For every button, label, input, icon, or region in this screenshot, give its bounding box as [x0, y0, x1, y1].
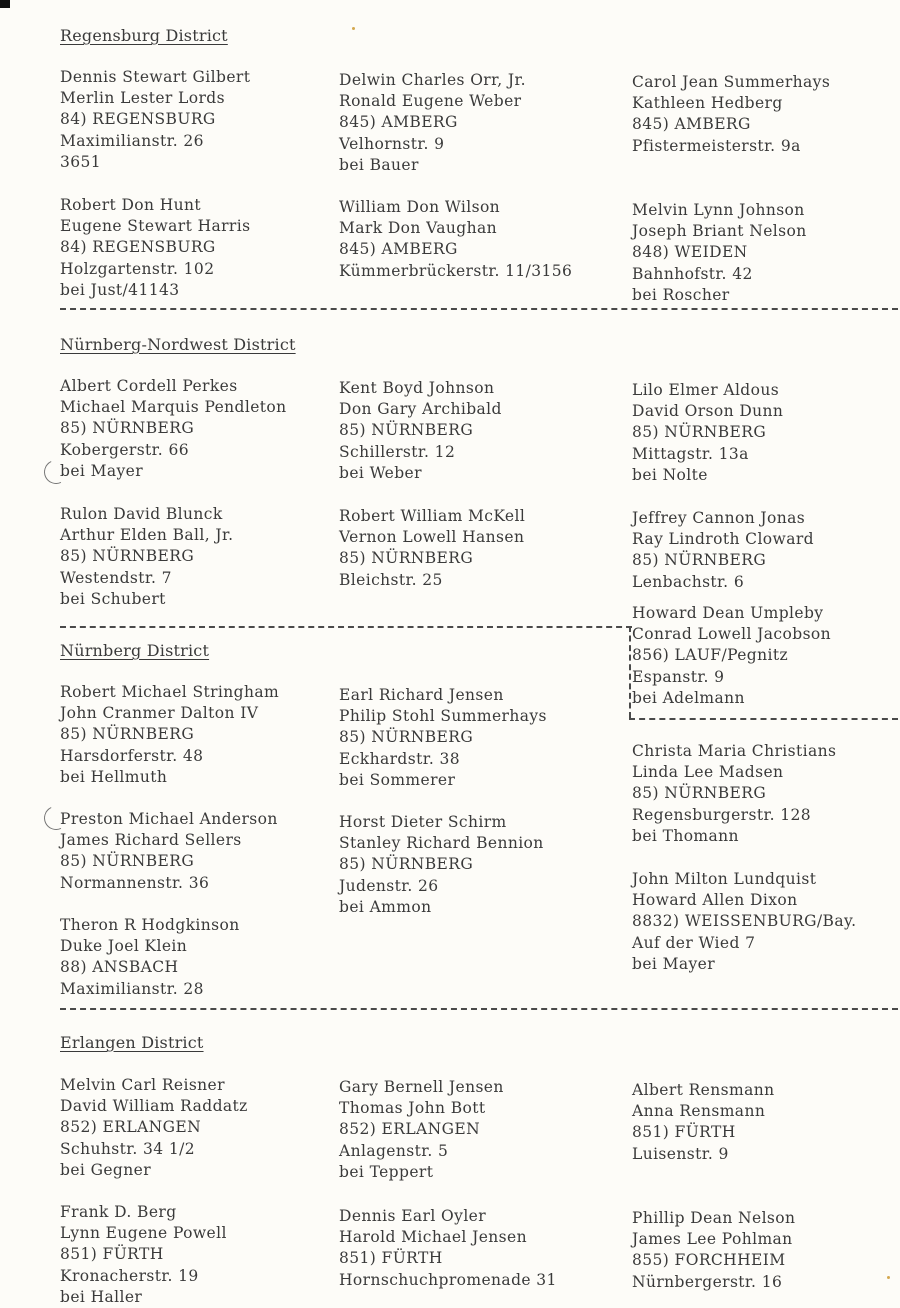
- address-block: [60, 682, 279, 788]
- street-line: Judenstr. 26: [339, 876, 439, 895]
- address-block: [60, 1202, 227, 1308]
- note-line: 3651: [60, 152, 102, 171]
- city-line: 85) NÜRNBERG: [339, 549, 474, 568]
- address-block: [339, 70, 526, 176]
- name-line: Preston Michael Anderson: [60, 810, 278, 828]
- note-line: bei Teppert: [339, 1162, 434, 1181]
- note-line: bei Hellmuth: [60, 767, 168, 786]
- street-line: Eckhardstr. 38: [339, 749, 461, 768]
- address-block: [339, 812, 544, 918]
- city-line: 85) NÜRNBERG: [632, 423, 767, 442]
- name-line: Dennis Earl Oyler: [339, 1207, 487, 1225]
- address-block: [632, 1080, 775, 1165]
- name-line: Carol Jean Summerhays: [632, 73, 831, 91]
- address-block: [632, 508, 814, 593]
- name-line: Stanley Richard Bennion: [339, 834, 544, 853]
- address-block: [632, 200, 807, 306]
- name-line: James Lee Pohlman: [632, 1230, 793, 1249]
- street-line: Mittagstr. 13a: [632, 444, 749, 463]
- note-line: bei Ammon: [339, 897, 432, 916]
- street-line: Maximilianstr. 26: [60, 131, 204, 150]
- address-block: [60, 195, 250, 301]
- name-line: Phillip Dean Nelson: [632, 1209, 796, 1227]
- city-line: 852) ERLANGEN: [339, 1120, 481, 1139]
- name-line: James Richard Sellers: [60, 831, 242, 850]
- name-line: Duke Joel Klein: [60, 937, 188, 956]
- address-block: [60, 1075, 248, 1181]
- name-line: Robert William McKell: [339, 507, 526, 525]
- city-line: 855) FORCHHEIM: [632, 1251, 786, 1270]
- street-line: Pfistermeisterstr. 9a: [632, 136, 801, 155]
- name-line: Delwin Charles Orr, Jr.: [339, 71, 526, 89]
- address-block: [632, 1208, 795, 1293]
- note-line: bei Haller: [60, 1287, 143, 1306]
- note-line: bei Mayer: [60, 461, 144, 480]
- city-line: 85) NÜRNBERG: [60, 725, 195, 744]
- section-heading-nuernberg: Nürnberg District: [60, 641, 210, 660]
- name-line: Melvin Lynn Johnson: [632, 201, 805, 219]
- street-line: Schuhstr. 34 1/2: [60, 1139, 195, 1158]
- street-line: Bahnhofstr. 42: [632, 264, 753, 283]
- city-line: 85) NÜRNBERG: [339, 421, 474, 440]
- city-line: 845) AMBERG: [339, 113, 458, 132]
- name-line: Merlin Lester Lords: [60, 89, 225, 108]
- name-line: Harold Michael Jensen: [339, 1228, 527, 1247]
- name-line: Joseph Briant Nelson: [632, 222, 807, 241]
- name-line: Gary Bernell Jensen: [339, 1078, 504, 1096]
- name-line: William Don Wilson: [339, 198, 501, 216]
- street-line: Kobergerstr. 66: [60, 440, 189, 459]
- city-line: 85) NÜRNBERG: [60, 547, 195, 566]
- street-line: Normannenstr. 36: [60, 873, 210, 892]
- note-line: bei Schubert: [60, 589, 166, 608]
- name-line: John Milton Lundquist: [632, 870, 817, 888]
- name-line: Ronald Eugene Weber: [339, 92, 522, 111]
- name-line: Dennis Stewart Gilbert: [60, 68, 251, 86]
- city-line: 85) NÜRNBERG: [339, 855, 474, 874]
- name-line: Howard Dean Umpleby: [632, 604, 824, 622]
- paper-speck: [887, 1276, 890, 1279]
- name-line: David William Raddatz: [60, 1097, 248, 1116]
- name-line: Lilo Elmer Aldous: [632, 381, 780, 399]
- section-divider: [60, 626, 632, 628]
- note-line: bei Adelmann: [632, 688, 745, 707]
- name-line: Kent Boyd Johnson: [339, 379, 495, 397]
- address-block: [60, 376, 287, 482]
- city-line: 851) FÜRTH: [632, 1123, 736, 1142]
- section-divider: [60, 308, 898, 310]
- address-block: [339, 1206, 557, 1291]
- city-line: 85) NÜRNBERG: [632, 784, 767, 803]
- name-line: Don Gary Archibald: [339, 400, 502, 419]
- note-line: bei Bauer: [339, 155, 419, 174]
- city-line: 84) REGENSBURG: [60, 110, 216, 129]
- address-block: [632, 869, 856, 975]
- address-block: [339, 1077, 504, 1183]
- city-line: 85) NÜRNBERG: [632, 551, 767, 570]
- street-line: Westendstr. 7: [60, 568, 172, 587]
- street-line: Holzgartenstr. 102: [60, 259, 215, 278]
- street-line: Auf der Wied 7: [632, 933, 756, 952]
- address-block: [632, 72, 830, 157]
- street-line: Hornschuchpromenade 31: [339, 1270, 557, 1289]
- section-heading-erlangen: Erlangen District: [60, 1033, 204, 1052]
- name-line: Thomas John Bott: [339, 1099, 486, 1118]
- paper-speck: [352, 27, 355, 30]
- address-block: [60, 915, 240, 1000]
- street-line: Kümmerbrückerstr. 11/3156: [339, 261, 573, 280]
- street-line: Schillerstr. 12: [339, 442, 456, 461]
- street-line: Lenbachstr. 6: [632, 572, 745, 591]
- name-line: David Orson Dunn: [632, 402, 784, 421]
- city-line: 85) NÜRNBERG: [339, 728, 474, 747]
- name-line: Lynn Eugene Powell: [60, 1224, 227, 1243]
- name-line: Howard Allen Dixon: [632, 891, 798, 910]
- note-line: bei Sommerer: [339, 770, 456, 789]
- street-line: Velhornstr. 9: [339, 134, 445, 153]
- street-line: Kronacherstr. 19: [60, 1266, 199, 1285]
- city-line: 845) AMBERG: [632, 115, 751, 134]
- street-line: Nürnbergerstr. 16: [632, 1272, 783, 1291]
- name-line: Conrad Lowell Jacobson: [632, 625, 832, 644]
- note-line: bei Roscher: [632, 285, 730, 304]
- address-block: [632, 380, 783, 486]
- box-divider: [629, 718, 898, 720]
- city-line: 88) ANSBACH: [60, 958, 179, 977]
- city-line: 85) NÜRNBERG: [60, 852, 195, 871]
- address-block: [339, 378, 502, 484]
- name-line: Robert Michael Stringham: [60, 683, 280, 701]
- city-line: 85) NÜRNBERG: [60, 419, 195, 438]
- note-line: bei Mayer: [632, 954, 716, 973]
- name-line: Michael Marquis Pendleton: [60, 398, 287, 417]
- note-line: bei Nolte: [632, 465, 708, 484]
- note-line: bei Just/41143: [60, 280, 180, 299]
- note-line: bei Weber: [339, 463, 422, 482]
- name-line: Earl Richard Jensen: [339, 686, 504, 704]
- name-line: Mark Don Vaughan: [339, 219, 498, 238]
- street-line: Anlagenstr. 5: [339, 1141, 449, 1160]
- address-block: [632, 741, 836, 847]
- street-line: Harsdorferstr. 48: [60, 746, 204, 765]
- page-corner-mark: [0, 0, 10, 8]
- city-line: 848) WEIDEN: [632, 243, 748, 262]
- name-line: Vernon Lowell Hansen: [339, 528, 525, 547]
- city-line: 84) REGENSBURG: [60, 238, 216, 257]
- address-block: [60, 504, 233, 610]
- section-heading-nuernberg-nordwest: Nürnberg-Nordwest District: [60, 335, 296, 354]
- city-line: 8832) WEISSENBURG/Bay.: [632, 912, 857, 931]
- name-line: Linda Lee Madsen: [632, 763, 784, 782]
- name-line: Albert Rensmann: [632, 1081, 775, 1099]
- name-line: Ray Lindroth Cloward: [632, 530, 814, 549]
- name-line: Philip Stohl Summerhays: [339, 707, 547, 726]
- street-line: Espanstr. 9: [632, 667, 725, 686]
- name-line: Anna Rensmann: [632, 1102, 766, 1121]
- section-divider: [60, 1008, 898, 1010]
- name-line: Kathleen Hedberg: [632, 94, 783, 113]
- name-line: Rulon David Blunck: [60, 505, 223, 523]
- address-block: [339, 685, 547, 791]
- street-line: Regensburgerstr. 128: [632, 805, 812, 824]
- city-line: 851) FÜRTH: [60, 1245, 164, 1264]
- name-line: Theron R Hodgkinson: [60, 916, 240, 934]
- city-line: 845) AMBERG: [339, 240, 458, 259]
- address-block: [60, 67, 250, 173]
- street-line: Maximilianstr. 28: [60, 979, 204, 998]
- address-block: [339, 506, 525, 591]
- address-block: [339, 197, 572, 282]
- street-line: Bleichstr. 25: [339, 570, 443, 589]
- name-line: John Cranmer Dalton IV: [60, 704, 259, 723]
- name-line: Frank D. Berg: [60, 1203, 177, 1221]
- note-line: bei Thomann: [632, 826, 739, 845]
- name-line: Jeffrey Cannon Jonas: [632, 509, 806, 527]
- name-line: Albert Cordell Perkes: [60, 377, 238, 395]
- street-line: Luisenstr. 9: [632, 1144, 729, 1163]
- city-line: 856) LAUF/Pegnitz: [632, 646, 789, 665]
- box-divider-vertical: [629, 626, 631, 718]
- name-line: Horst Dieter Schirm: [339, 813, 507, 831]
- address-block: [632, 603, 831, 709]
- name-line: Christa Maria Christians: [632, 742, 837, 760]
- note-line: bei Gegner: [60, 1160, 152, 1179]
- name-line: Arthur Elden Ball, Jr.: [60, 526, 234, 545]
- city-line: 851) FÜRTH: [339, 1249, 443, 1268]
- city-line: 852) ERLANGEN: [60, 1118, 202, 1137]
- name-line: Robert Don Hunt: [60, 196, 202, 214]
- section-heading-regensburg: Regensburg District: [60, 26, 228, 45]
- name-line: Eugene Stewart Harris: [60, 217, 251, 236]
- address-block: [60, 809, 278, 894]
- name-line: Melvin Carl Reisner: [60, 1076, 225, 1094]
